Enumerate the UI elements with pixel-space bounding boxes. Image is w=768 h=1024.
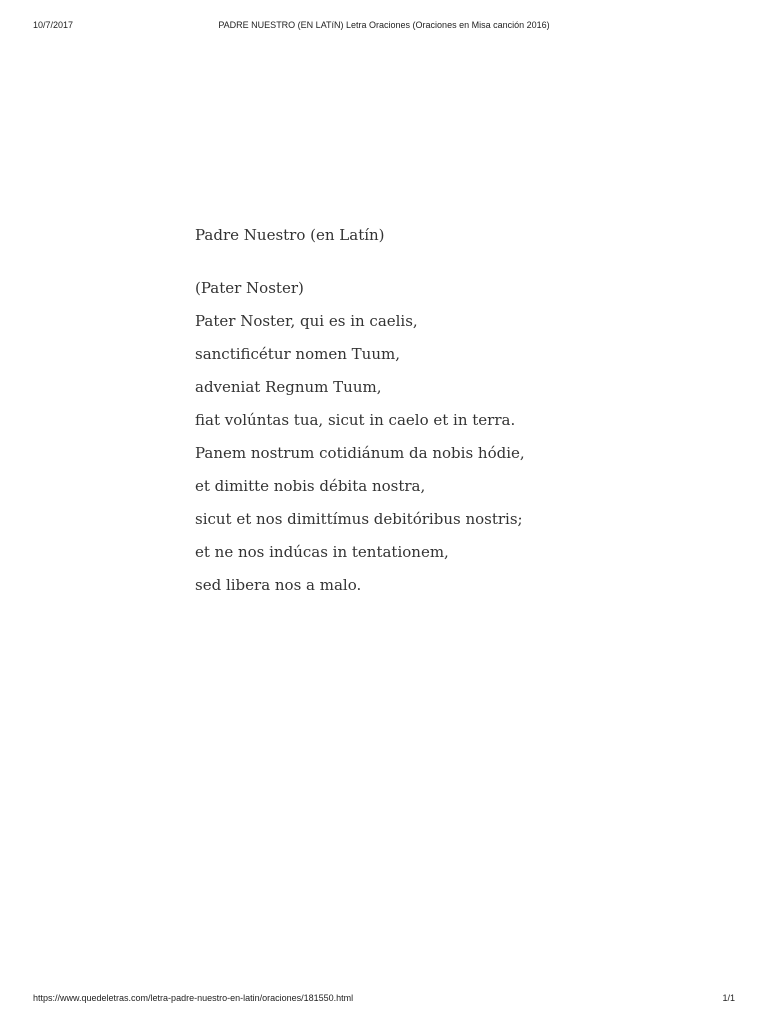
print-page-title: PADRE NUESTRO (EN LATíN) Letra Oraciones (Oraciones en Misa canción 2016) [218, 20, 550, 30]
verse-line: Pater Noster, qui es in caelis, [195, 312, 418, 330]
verse-list [195, 277, 735, 607]
verse-line: fiat volúntas tua, sicut in caelo et in terra. [195, 411, 516, 429]
verse-line: adveniat Regnum Tuum, [195, 378, 382, 396]
verse-line: sed libera nos a malo. [195, 576, 362, 594]
verse-line: (Pater Noster) [195, 279, 304, 297]
page-number: 1/1 [722, 993, 735, 1003]
print-header [0, 20, 768, 32]
verse-line: et ne nos indúcas in tentationem, [195, 543, 449, 561]
song-title: Padre Nuestro (en Latín) [195, 226, 385, 244]
print-date: 10/7/2017 [33, 20, 74, 30]
verse-line: sicut et nos dimittímus debitóribus nostris; [195, 510, 523, 528]
print-footer [0, 993, 768, 1005]
lyrics-block [195, 224, 735, 607]
verse-line: Panem nostrum cotidiánum da nobis hódie, [195, 444, 525, 462]
verse-line: sanctificétur nomen Tuum, [195, 345, 400, 363]
verse-line: et dimitte nobis débita nostra, [195, 477, 426, 495]
source-url: https://www.quedeletras.com/letra-padre-nuestro-en-latin/oraciones/181550.html [33, 993, 354, 1003]
